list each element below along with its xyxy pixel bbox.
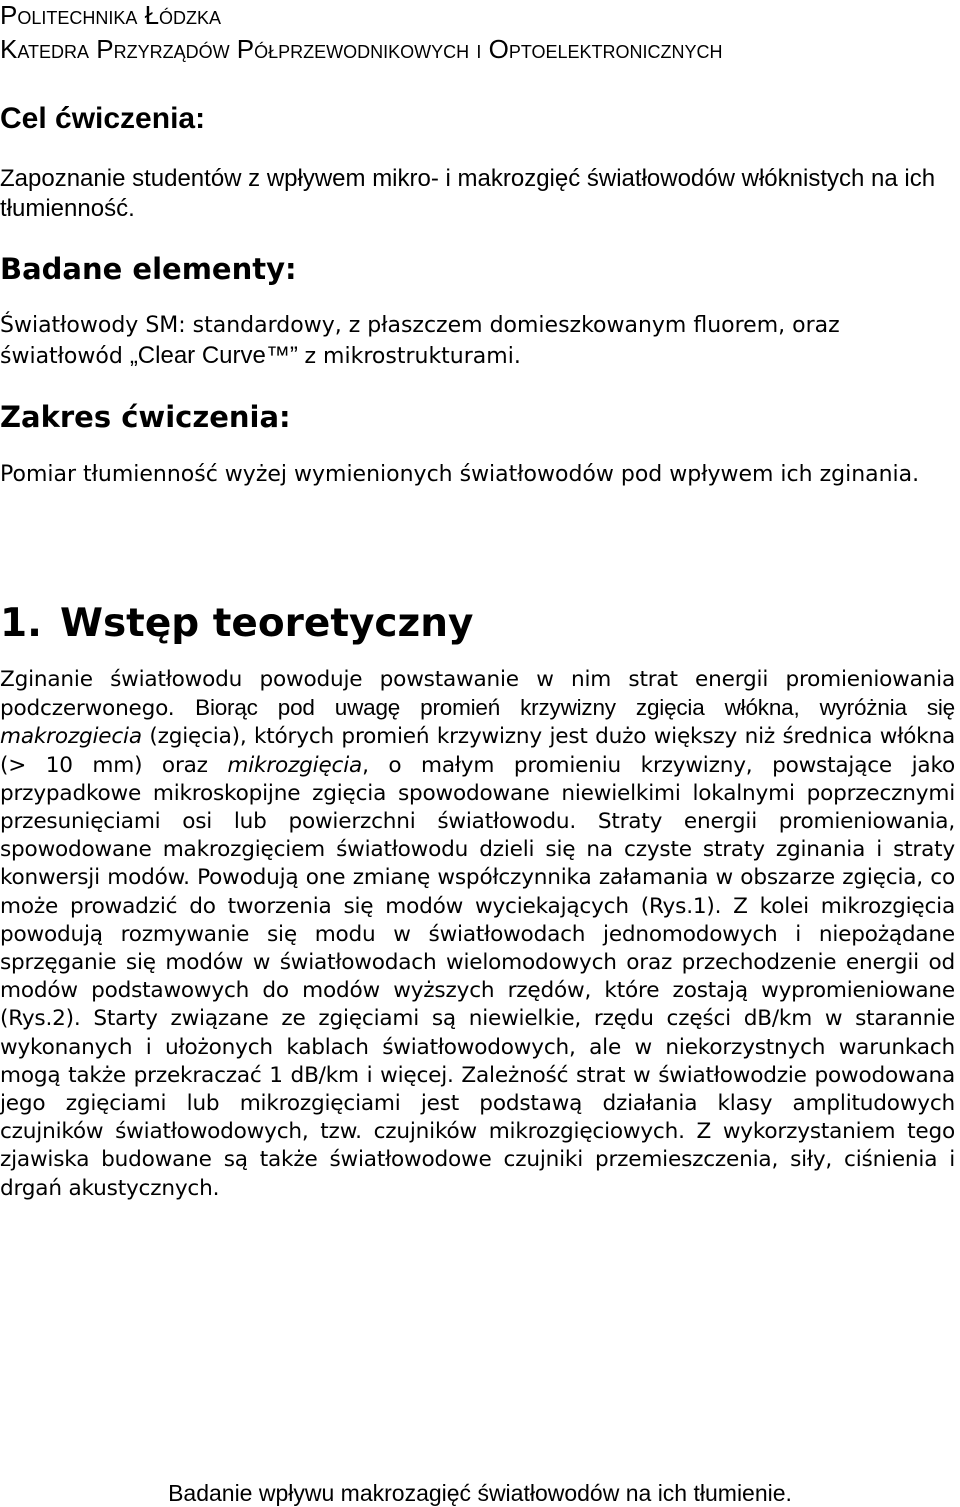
institution-name: Politechnika Łódzka (0, 0, 222, 30)
heading-zakres: Zakres ćwiczenia: (0, 400, 291, 434)
paragraph-cel: Zapoznanie studentów z wpływem mikro- i makrozgięć światłowodów włóknistych na ich tłumienność. (0, 165, 936, 222)
badane-text-2: „Clear Curve™” (129, 342, 305, 369)
badane-text-3: z mikrostrukturami. (304, 344, 521, 369)
heading-badane: Badane elementy: (0, 252, 297, 286)
heading-cel: Cel ćwiczenia: (0, 102, 206, 135)
body-part-2: Biorąc pod uwagę promień krzywizny zgięcia włókna, wyróżnia się (195, 695, 955, 721)
badane-text-1: Światłowody SM: standardowy, z płaszczem domieszkowanym fluorem, oraz światłowód (0, 313, 840, 369)
department-name: Katedra Przyrządów Półprzewodnikowych i Optoelektronicznych (0, 34, 723, 64)
paragraph-badane (0, 311, 956, 372)
section-title: Wstęp teoretyczny (59, 601, 474, 646)
page-footer: Badanie wpływu makrozagięć światłowodów na ich tłumienie. (168, 1480, 792, 1506)
section-number: 1. (0, 601, 42, 646)
body-italic-2: mikrozgięcia (227, 752, 363, 778)
paragraph-zakres: Pomiar tłumienność wyżej wymienionych światłowodów pod wpływem ich zginania. (0, 462, 920, 487)
body-part-4: , o małym promieniu krzywizny, powstające jako przypadkowe mikroskopijne zgięcia spowodowane niewielkimi lokalnymi poprzecznymi przesunięciami osi lub powierzchni światłowodu. Straty energii promieniowania, spowodowane makrozgięciem światłowodu dzieli się na czyste straty zginania i straty konwersji modów. Powodują one zmianę współczynnika załamania w obszarze zgięcia, co może prowadzić do tworzenia się modów wyciekających (Rys.1). Z kolei mikrozgięcia powodują rozmywanie się modu w światłowodach jednomodowych i niepożądane sprzęganie się modów w światłowodach wielomodowych oraz przechodzenie energii od modów podstawowych do modów wyższych rzędów, które zostają wypromieniowane (Rys.2). Starty związane ze zgięciami są niewielkie, rzędu części dB/km w starannie wykonanych i ułożonych kablach światłowodowych, ale w niekorzystnych warunkach mogą także przekraczać 1 dB/km i więcej. Zależność strat w światłowodzie powodowana jego zgięciami lub mikrozgięciami jest podstawą działania klasy amplitudowych czujników światłowodowych, tzw. czujników mikrozgięciowych. Z wykorzystaniem tego zjawiska budowane są także światłowodowe czujniki przemieszczenia, siły, ciśnienia i drgań akustycznych. (0, 752, 955, 1201)
body-part-3: (zgięcia), których promień krzywizny jest dużo większy niż średnica włókna (> 10 mm) oraz (0, 724, 955, 778)
body-part-1: Zginanie światłowodu powoduje powstawanie w nim strat energii promieniowania podczerwonego. (0, 667, 955, 722)
section-body (0, 666, 955, 1203)
section-heading-main (0, 600, 473, 648)
body-italic-1: makrozgiecia (0, 724, 142, 750)
